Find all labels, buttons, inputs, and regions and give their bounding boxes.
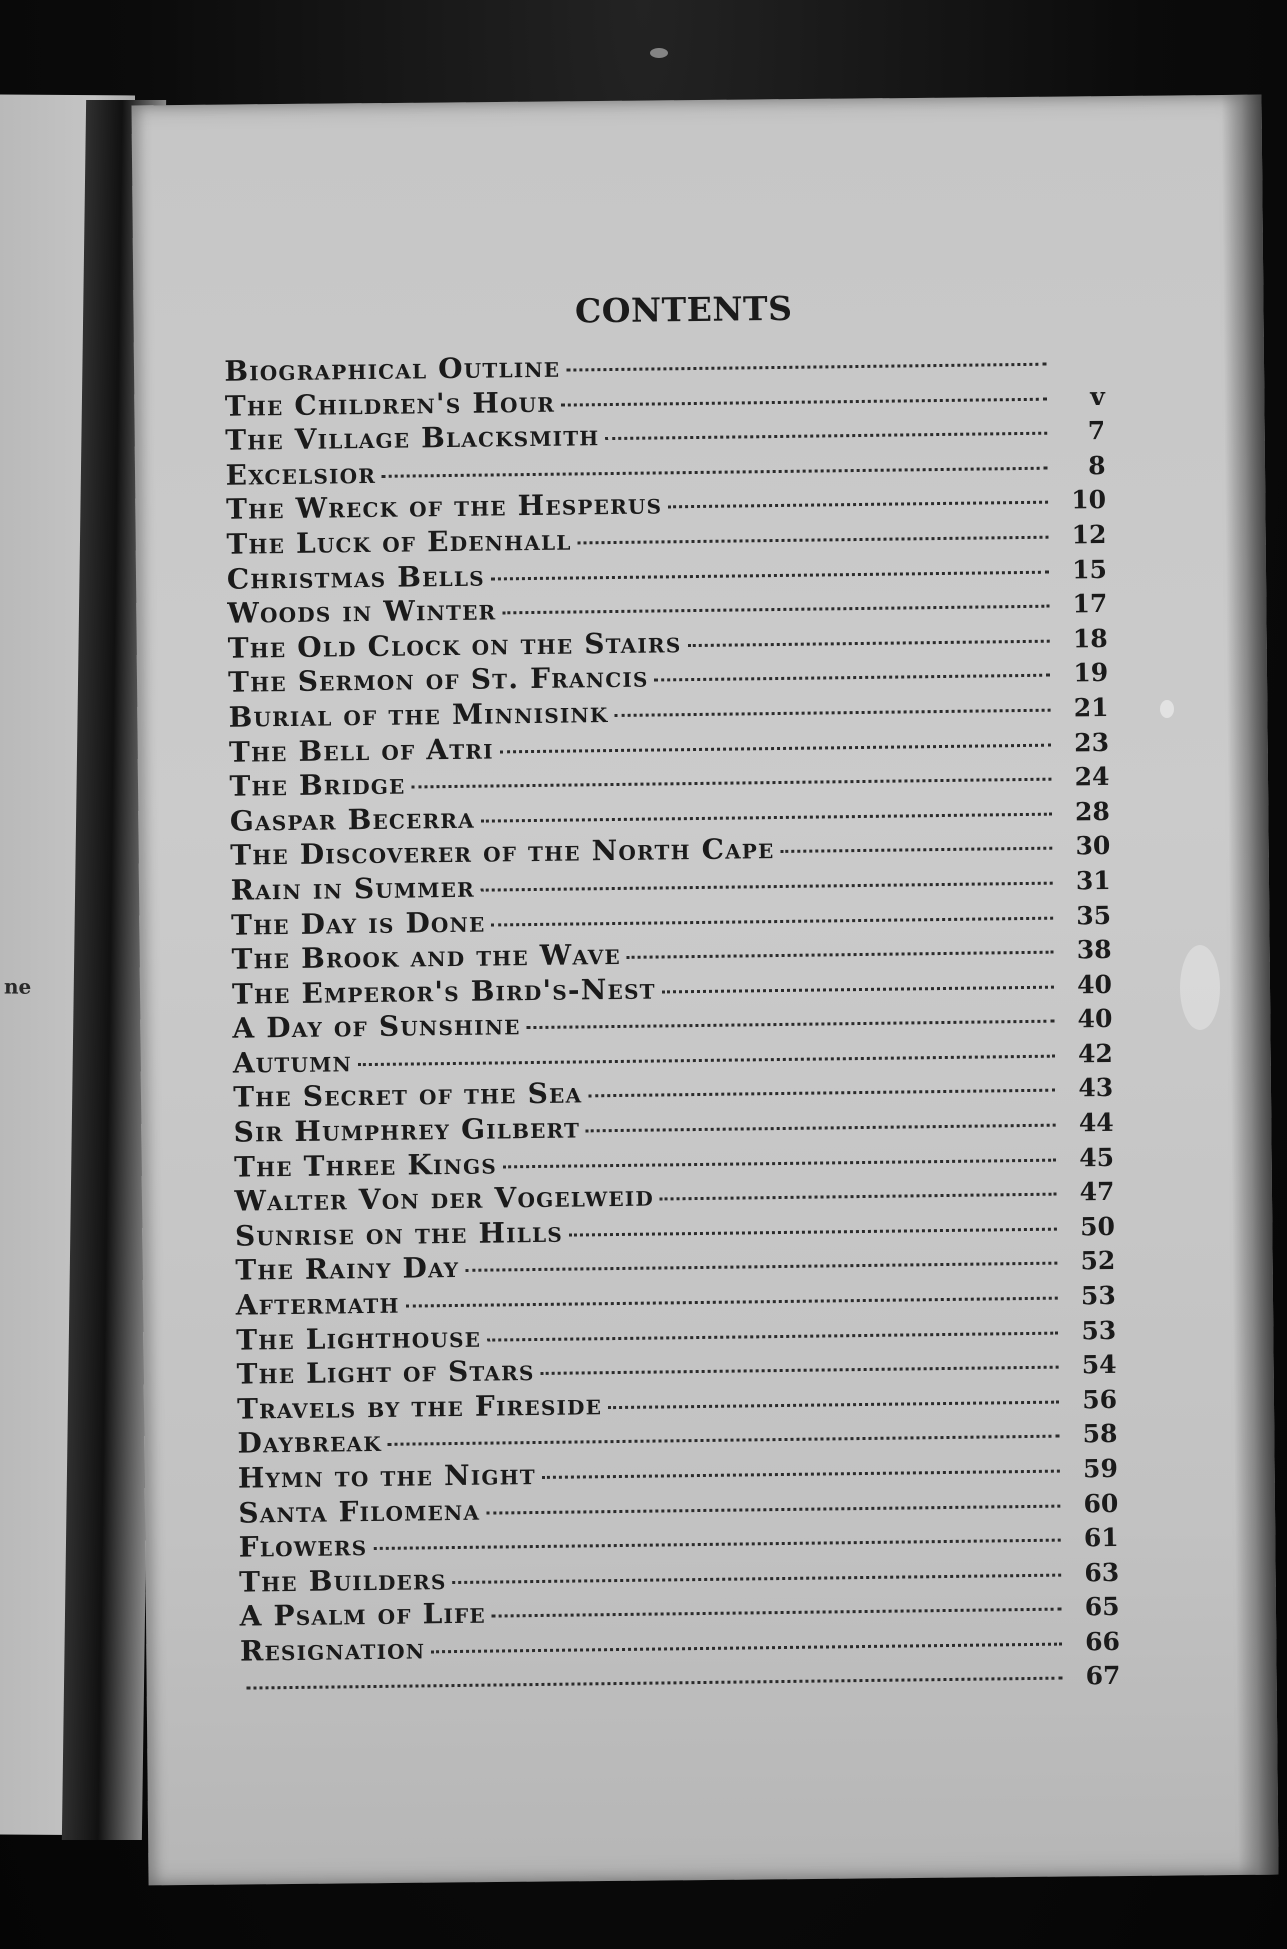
entry-page-number: 67 bbox=[1085, 1660, 1121, 1690]
dot-leader bbox=[503, 1158, 1056, 1168]
entry-title: Santa Filomena bbox=[238, 1493, 481, 1530]
left-page-text-fragment: ne bbox=[4, 974, 32, 999]
entry-title: Walter Von der Vogelweid bbox=[234, 1179, 655, 1218]
entry-title: The Bridge bbox=[229, 767, 406, 803]
entry-page-number: 59 bbox=[1082, 1453, 1119, 1484]
dot-leader bbox=[465, 1262, 1057, 1272]
entry-title: Daybreak bbox=[237, 1425, 383, 1461]
dot-leader bbox=[660, 1193, 1057, 1201]
entry-page-number: 66 bbox=[1085, 1626, 1121, 1657]
dot-leader bbox=[608, 1400, 1059, 1409]
entry-page-number: 65 bbox=[1084, 1592, 1120, 1622]
dot-leader bbox=[561, 397, 1047, 406]
dot-leader bbox=[431, 1643, 1062, 1654]
entry-title: The Luck of Edenhall bbox=[226, 523, 572, 561]
dot-leader bbox=[492, 1608, 1062, 1618]
dot-leader bbox=[655, 674, 1051, 682]
dot-leader bbox=[541, 1366, 1059, 1375]
entry-title: The Day is Done bbox=[230, 905, 486, 942]
dot-leader bbox=[382, 466, 1048, 477]
entry-page-number: 58 bbox=[1082, 1419, 1118, 1449]
entry-title: The Rainy Day bbox=[235, 1251, 460, 1288]
dot-leader bbox=[615, 709, 1051, 717]
entry-page-number: 56 bbox=[1082, 1384, 1118, 1415]
entry-title: The Brook and the Wave bbox=[231, 938, 622, 976]
entry-title: Burial of the Minnisink bbox=[228, 696, 609, 734]
dust-speck bbox=[1180, 945, 1220, 1030]
entry-page-number: 60 bbox=[1083, 1488, 1119, 1518]
dot-leader bbox=[487, 1331, 1058, 1341]
dot-leader bbox=[406, 1297, 1058, 1308]
dot-leader bbox=[687, 639, 1049, 646]
entry-title: Woods in Winter bbox=[227, 593, 497, 630]
dot-leader bbox=[491, 570, 1049, 580]
entry-page-number: v bbox=[1090, 381, 1105, 411]
entry-title: Biographical Outline bbox=[224, 350, 561, 388]
entry-title: The Secret of the Sea bbox=[233, 1076, 583, 1115]
entry-title: The Village Blacksmith bbox=[225, 419, 600, 457]
dot-leader bbox=[246, 1676, 1062, 1689]
dot-leader bbox=[358, 1055, 1055, 1067]
entry-title: Travels by the Fireside bbox=[236, 1388, 603, 1426]
dot-leader bbox=[388, 1435, 1060, 1446]
entry-title: The Children's Hour bbox=[224, 385, 556, 423]
dot-leader bbox=[668, 501, 1048, 509]
entry-page-number: 12 bbox=[1071, 519, 1107, 550]
contents-title: CONTENTS bbox=[574, 288, 793, 331]
entry-page-number: 40 bbox=[1077, 1004, 1113, 1034]
entry-title: Hymn to the Night bbox=[237, 1458, 537, 1495]
entry-page-number: 23 bbox=[1074, 727, 1110, 757]
entry-title: A Psalm of Life bbox=[239, 1597, 487, 1634]
dot-leader bbox=[412, 778, 1052, 789]
dot-leader bbox=[662, 985, 1054, 993]
entry-page-number: 44 bbox=[1078, 1107, 1114, 1138]
entry-page-number: 42 bbox=[1077, 1038, 1113, 1069]
entry-page-number: 18 bbox=[1072, 623, 1108, 654]
entry-title: Rain in Summer bbox=[230, 870, 476, 907]
entry-title: Aftermath bbox=[235, 1286, 400, 1322]
entry-page-number: 17 bbox=[1072, 589, 1108, 619]
entry-page-number: 54 bbox=[1081, 1350, 1117, 1380]
entry-title: Sunrise on the Hills bbox=[234, 1215, 564, 1253]
entry-title: Excelsior bbox=[225, 456, 377, 492]
entry-title: Sir Humphrey Gilbert bbox=[233, 1111, 581, 1149]
entry-page-number: 30 bbox=[1075, 831, 1111, 861]
entry-title: A Day of Sunshine bbox=[232, 1008, 521, 1045]
entry-title: The Builders bbox=[238, 1562, 447, 1599]
entry-page-number: 47 bbox=[1079, 1177, 1115, 1207]
dot-leader bbox=[586, 1124, 1056, 1133]
entry-title: The Old Clock on the Stairs bbox=[227, 625, 682, 665]
entry-title: The Light of Stars bbox=[236, 1354, 535, 1391]
entry-page-number: 40 bbox=[1076, 969, 1113, 1000]
dot-leader bbox=[481, 812, 1052, 822]
entry-page-number: 61 bbox=[1083, 1523, 1119, 1553]
dot-leader bbox=[481, 882, 1053, 892]
entry-title: Resignation bbox=[239, 1632, 426, 1668]
dot-leader bbox=[627, 951, 1054, 959]
entry-page-number: 45 bbox=[1079, 1142, 1115, 1173]
contents-list bbox=[224, 344, 1120, 1704]
entry-title: Autumn bbox=[232, 1045, 353, 1080]
entry-title: The Sermon of St. Francis bbox=[227, 660, 649, 700]
entry-title: Flowers bbox=[238, 1529, 368, 1564]
entry-page-number: 7 bbox=[1087, 416, 1106, 446]
dot-leader bbox=[453, 1573, 1062, 1583]
entry-title: The Lighthouse bbox=[236, 1320, 482, 1357]
entry-page-number: 35 bbox=[1076, 900, 1112, 930]
entry-page-number: 21 bbox=[1073, 692, 1109, 723]
dot-leader bbox=[566, 363, 1046, 372]
entry-page-number: 52 bbox=[1080, 1246, 1116, 1276]
dust-speck bbox=[650, 48, 668, 58]
entry-page-number bbox=[1052, 370, 1104, 371]
page-edge-shadow bbox=[1221, 95, 1278, 1875]
dot-leader bbox=[527, 1020, 1055, 1029]
entry-title: The Discoverer of the North Cape bbox=[230, 832, 775, 873]
dot-leader bbox=[781, 847, 1053, 853]
entry-page-number: 19 bbox=[1073, 658, 1109, 688]
table-of-contents bbox=[223, 285, 1120, 1704]
entry-page-number: 28 bbox=[1074, 796, 1111, 827]
dot-leader bbox=[373, 1539, 1060, 1550]
entry-title: Gaspar Becerra bbox=[229, 801, 476, 838]
entry-page-number: 31 bbox=[1075, 865, 1111, 896]
dot-leader bbox=[502, 605, 1049, 615]
dot-leader bbox=[491, 916, 1053, 926]
entry-title: The Three Kings bbox=[233, 1147, 498, 1184]
dot-leader bbox=[569, 1227, 1057, 1236]
entry-title: The Wreck of the Hesperus bbox=[225, 487, 663, 527]
dot-leader bbox=[605, 432, 1047, 440]
dot-leader bbox=[486, 1504, 1060, 1514]
entry-page-number: 24 bbox=[1074, 762, 1110, 792]
entry-page-number: 63 bbox=[1084, 1557, 1120, 1588]
entry-page-number: 10 bbox=[1071, 485, 1107, 515]
entry-page-number: 38 bbox=[1076, 935, 1112, 965]
entry-title: The Emperor's Bird's-Nest bbox=[231, 972, 656, 1011]
dot-leader bbox=[588, 1089, 1055, 1098]
entry-page-number: 8 bbox=[1088, 450, 1106, 480]
entry-title: Christmas Bells bbox=[226, 559, 485, 596]
entry-title: The Bell of Atri bbox=[228, 732, 494, 769]
entry-page-number: 15 bbox=[1071, 554, 1108, 584]
entry-page-number: 53 bbox=[1081, 1315, 1117, 1345]
entry-page-number: 53 bbox=[1080, 1280, 1116, 1311]
contents-page bbox=[131, 95, 1278, 1886]
dust-speck bbox=[1160, 700, 1174, 718]
dot-leader bbox=[542, 1470, 1060, 1479]
dot-leader bbox=[500, 743, 1051, 753]
dot-leader bbox=[578, 536, 1049, 545]
entry-page-number: 43 bbox=[1078, 1073, 1114, 1103]
entry-page-number: 50 bbox=[1079, 1211, 1116, 1242]
